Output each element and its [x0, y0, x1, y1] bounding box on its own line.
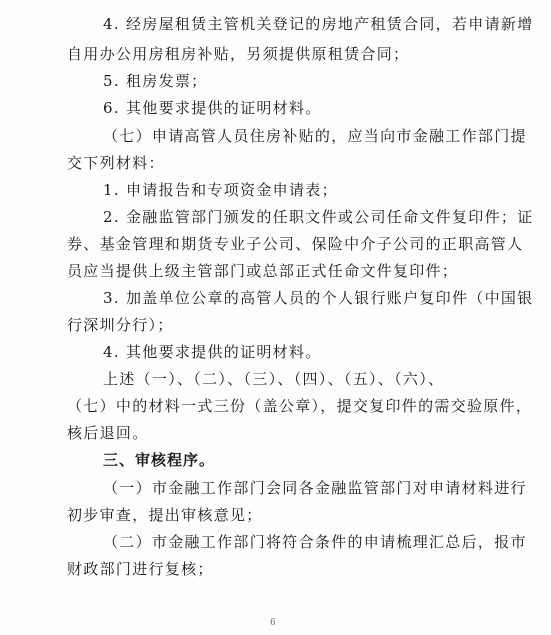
text-line-15: （七）中的材料一式三份（盖公章），提交复印件的需交验原件， [67, 397, 533, 415]
text-line-20: （二）市金融工作部门将符合条件的申请梳理汇总后，报市 [103, 533, 527, 551]
text-line-18: （一）市金融工作部门会同各金融监管部门对申请材料进行 [103, 479, 527, 497]
text-line-8: 2. 金融监管部门颁发的任职文件或公司任命文件复印件；证 [103, 208, 534, 226]
page-number: 6 [270, 618, 276, 628]
text-line-7: 1. 申请报告和专项资金申请表； [103, 181, 338, 199]
text-line-21: 财政部门进行复核； [67, 560, 214, 578]
text-line-4: 6. 其他要求提供的证明材料。 [103, 99, 322, 117]
text-line-6: 交下列材料： [67, 154, 165, 172]
text-line-5: （七）申请高管人员住房补贴的，应当向市金融工作部门提 [103, 127, 527, 145]
text-line-13: 4. 其他要求提供的证明材料。 [103, 343, 322, 361]
text-line-16: 核后退回。 [67, 424, 149, 442]
text-line-19: 初步审查，提出审核意见； [67, 506, 263, 524]
text-line-11: 3. 加盖单位公章的高管人员的个人银行账户复印件（中国银 [103, 289, 534, 307]
text-line-9: 券、基金管理和期货专业子公司、保险中介子公司的正职高管人 [67, 235, 524, 253]
text-line-1: 4. 经房屋租赁主管机关登记的房地产租赁合同，若申请新增 [103, 15, 534, 33]
text-line-2: 自用办公用房租房补贴，另须提供原租赁合同； [67, 45, 410, 63]
text-line-14: 上述（一）、（二）、（三）、（四）、（五）、（六）、 [103, 370, 445, 388]
text-line-12: 行深圳分行）； [67, 316, 174, 334]
text-line-10: 员应当提供上级主管部门或总部正式任命文件复印件； [67, 262, 459, 280]
text-line-3: 5. 租房发票； [103, 72, 208, 90]
section-heading: 三、审核程序。 [103, 451, 216, 469]
